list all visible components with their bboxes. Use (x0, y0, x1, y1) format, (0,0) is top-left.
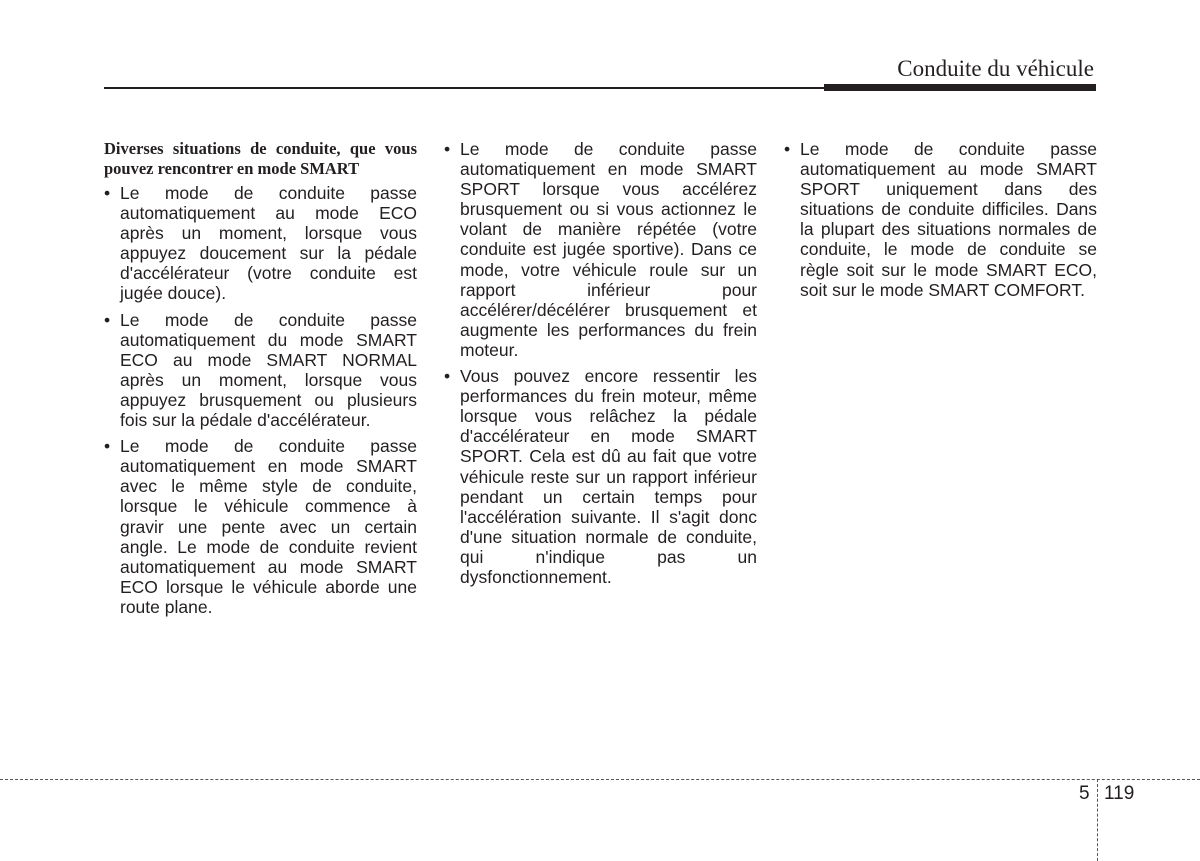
bullet-icon: • (784, 139, 791, 159)
list-item-text: Le mode de conduite passe automatiquement en mode SMART avec le même style de conduite, lorsque le véhicule commence à gravir une pente avec un certain angle. Le mode de conduite revient automatiquement au mode SMART ECO lorsque le véhicule aborde une route plane. (120, 436, 417, 617)
column-left (104, 139, 417, 623)
subsection-heading: Diverses situations de conduite, que vous pouvez rencontrer en mode SMART (104, 139, 417, 178)
bullet-icon: • (444, 366, 451, 387)
bullet-icon: • (104, 183, 111, 203)
list-item-text: Le mode de conduite passe automatiquement du mode SMART ECO au mode SMART NORMAL après un moment, lorsque vous appuyez brusquement ou plusieurs fois sur la pédale d'accélérateur. (120, 309, 417, 431)
bullet-icon: • (444, 139, 451, 159)
list-item-text: Vous pouvez encore ressentir les performances du frein moteur, même lorsque vous relâchez la pédale d'accélérateur en mode SMART SPORT. Cela est dû au fait que votre véhicule reste sur un rapport inférieur pendant un certain temps pour l'accélération suivante. Il s'agit donc d'une situation normale de conduite, qui n'indique pas un dysfonctionnement. (460, 366, 757, 587)
column-right (784, 139, 1097, 306)
bullet-list (784, 139, 1097, 300)
list-item (444, 139, 757, 360)
list-item-text: Le mode de conduite passe automatiquement au mode ECO après un moment, lorsque vous appuyez doucement sur la pédale d'accélérateur (votre conduite est jugée douce). (120, 183, 417, 304)
list-item (104, 436, 417, 617)
column-middle (444, 139, 757, 593)
page-number: 119 (1104, 783, 1135, 804)
list-item (104, 183, 417, 304)
header-rule (104, 87, 824, 89)
footer-divider (0, 779, 1200, 780)
bullet-icon: • (104, 309, 111, 330)
list-item (784, 139, 1097, 300)
list-item (444, 366, 757, 587)
bullet-icon: • (104, 436, 111, 457)
list-item (104, 310, 417, 431)
bullet-list (104, 183, 417, 617)
section-title: Conduite du véhicule (897, 56, 1094, 81)
list-item-text: Le mode de conduite passe automatiquement au mode SMART SPORT uniquement dans des situations de conduite difficiles. Dans la plupart des situations normales de conduite, le mode de conduite se règle soit sur le mode SMART ECO, soit sur le mode SMART COMFORT. (800, 139, 1097, 300)
header-rule-accent (824, 84, 1096, 91)
bullet-list (444, 139, 757, 587)
chapter-number: 5 (1079, 783, 1090, 804)
list-item-text: Le mode de conduite passe automatiquement en mode SMART SPORT lorsque vous accélérez brusquement ou si vous actionnez le volant de manière répétée (votre conduite est jugée sportive). Dans ce mode, votre véhicule roule sur un rapport inférieur pour accélérer/décélérer brusquement et augmente les performances du frein moteur. (460, 139, 757, 360)
footer-page-divider (1097, 779, 1098, 861)
